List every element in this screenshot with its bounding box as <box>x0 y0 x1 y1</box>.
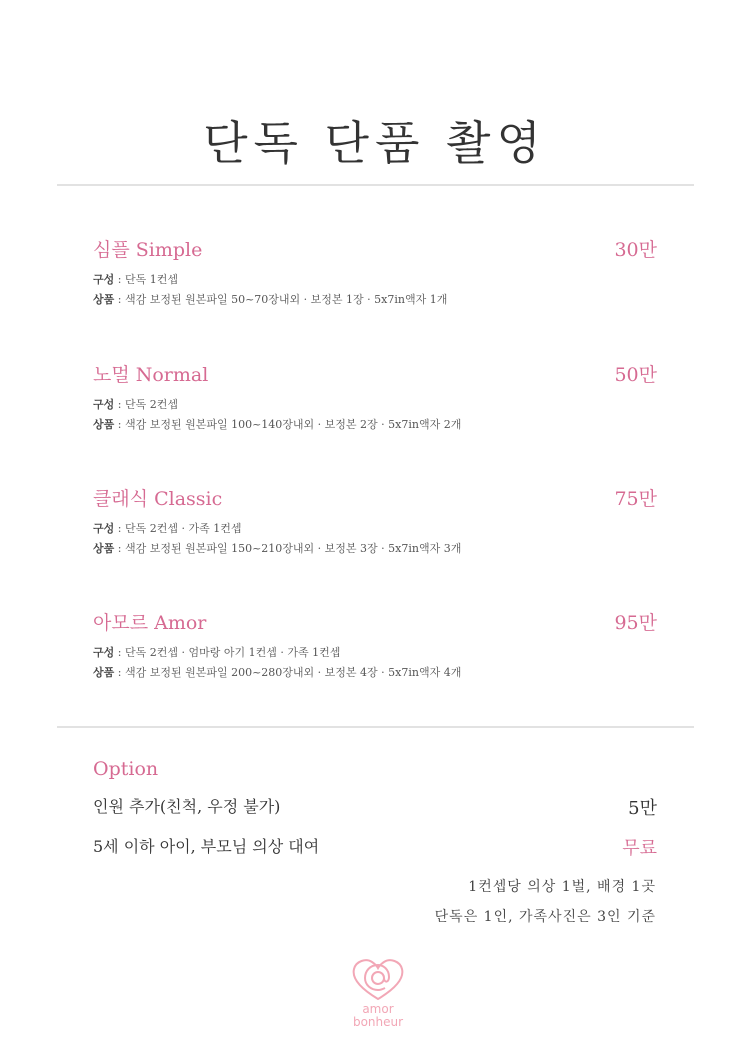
option-row-costume-rental <box>93 834 657 860</box>
option-note-headcount: 단독은 1인, 가족사진은 3인 기준 <box>434 909 656 925</box>
package-composition: 구성 : 단독 1컨셉 <box>93 273 178 286</box>
top-divider <box>57 184 694 186</box>
package-price: 50만 <box>614 364 657 386</box>
logo-text-line1: amor <box>362 1002 394 1016</box>
package-composition: 구성 : 단독 2컨셉 <box>93 398 178 411</box>
package-simple <box>93 235 657 305</box>
option-label: 5세 이하 아이, 부모님 의상 대여 <box>93 837 320 856</box>
package-price: 30만 <box>614 239 657 261</box>
option-note-concept: 1컨셉당 의상 1벌, 배경 1곳 <box>468 879 656 895</box>
package-price: 95만 <box>614 612 657 634</box>
bottom-divider <box>57 726 694 728</box>
package-product: 상품 : 색감 보정된 원본파일 150~210장내외 · 보정본 3장 · 5x7in액자 3개 <box>93 542 462 555</box>
logo-text-line2: bonheur <box>352 1015 404 1029</box>
package-amor <box>93 608 657 678</box>
package-product: 상품 : 색감 보정된 원본파일 100~140장내외 · 보정본 2장 · 5x7in액자 2개 <box>93 418 462 431</box>
package-product: 상품 : 색감 보정된 원본파일 200~280장내외 · 보정본 4장 · 5x7in액자 4개 <box>93 666 462 679</box>
option-price: 5만 <box>628 798 657 819</box>
heart-at-icon <box>348 955 408 1005</box>
package-normal <box>93 360 657 430</box>
option-title: Option <box>93 758 159 780</box>
page-title: 단독 단품 촬영 <box>203 115 547 170</box>
package-price: 75만 <box>614 488 657 510</box>
package-name: 클래식 Classic <box>93 488 223 510</box>
package-name: 심플 Simple <box>93 239 203 261</box>
package-classic <box>93 484 657 554</box>
package-composition: 구성 : 단독 2컨셉 · 가족 1컨셉 <box>93 522 242 535</box>
option-label: 인원 추가(친척, 우정 불가) <box>93 797 281 816</box>
option-price: 무료 <box>622 838 657 859</box>
option-row-extra-person <box>93 794 657 820</box>
package-product: 상품 : 색감 보정된 원본파일 50~70장내외 · 보정본 1장 · 5x7in액자 1개 <box>93 293 448 306</box>
package-name: 노멀 Normal <box>93 364 209 386</box>
package-composition: 구성 : 단독 2컨셉 · 엄마랑 아기 1컨셉 · 가족 1컨셉 <box>93 646 341 659</box>
brand-logo <box>348 955 408 1027</box>
package-name: 아모르 Amor <box>93 612 207 634</box>
